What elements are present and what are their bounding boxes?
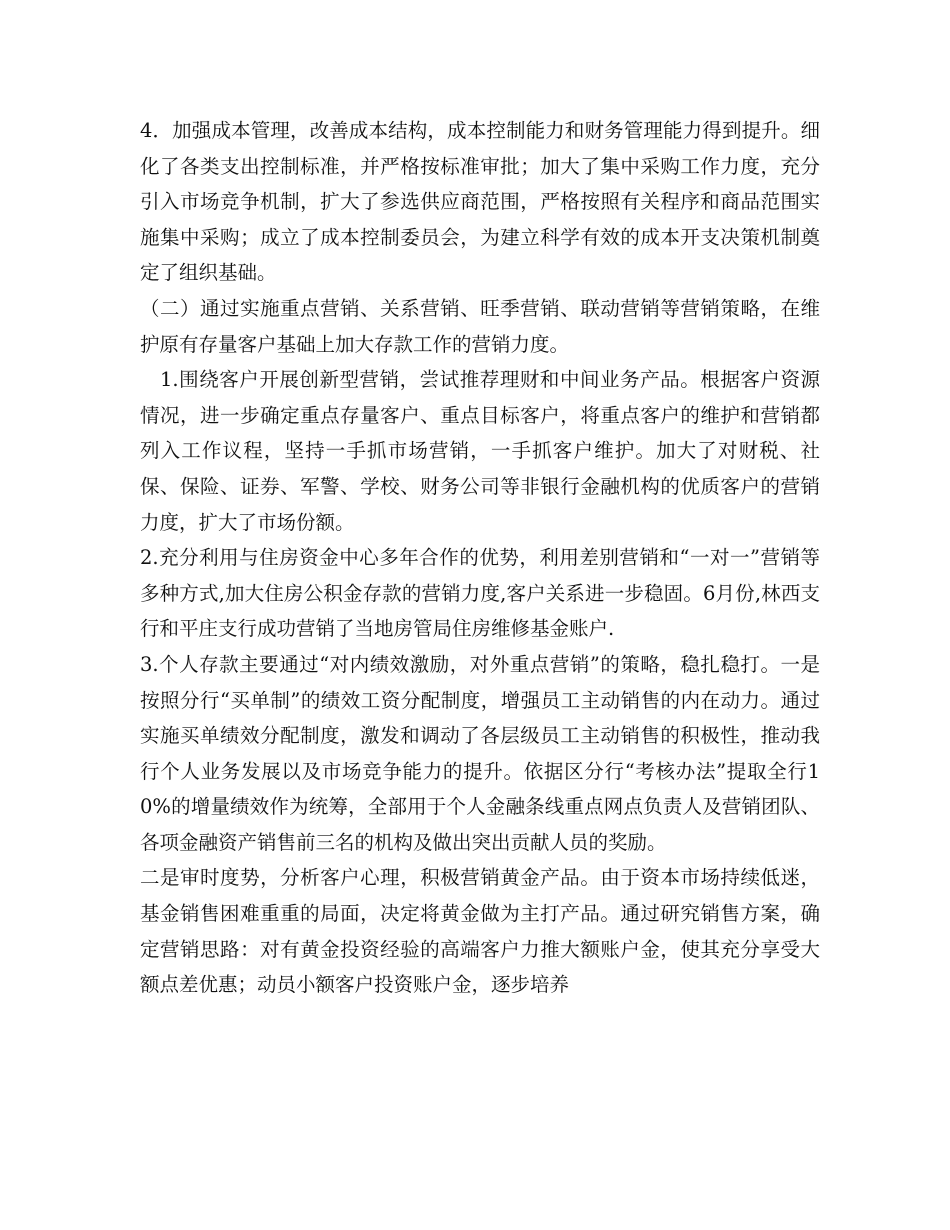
paragraph-innovative-marketing: 1.围绕客户开展创新型营销，尝试推荐理财和中间业务产品。根据客户资源情况，进一步确定重点存量客户、重点目标客户，将重点客户的维护和营销都列入工作议程，坚持一手抓市场营销，一手抓客户维护。加大了对财税、社保、保险、证券、军警、学校、财务公司等非银行金融机构的优质客户的营销力度，扩大了市场份额。 <box>140 368 820 534</box>
paragraph-housing-fund: 2.充分利用与住房资金中心多年合作的优势，利用差别营销和“一对一”营销等多种方式,加大住房公积金存款的营销力度,客户关系进一步稳固。6月份,林西支行和平庄支行成功营销了当地房管局住房维修基金账户. <box>140 546 820 641</box>
paragraph-section-two-heading: （二）通过实施重点营销、关系营销、旺季营销、联动营销等营销策略，在维护原有存量客户基础上加大存款工作的营销力度。 <box>140 296 820 356</box>
document-body <box>140 113 820 1003</box>
paragraph-personal-deposits: 3.个人存款主要通过“对内绩效激励，对外重点营销”的策略，稳扎稳打。一是按照分行“买单制”的绩效工资分配制度，增强员工主动销售的内在动力。通过实施买单绩效分配制度，激发和调动了各层级员工主动销售的积极性，推动我行个人业务发展以及市场竞争能力的提升。依据区分行“考核办法”提取全行10%的增量绩效作为统筹，全部用于个人金融条线重点网点负责人及营销团队、各项金融资产销售前三名的机构及做出突出贡献人员的奖励。 <box>140 652 820 854</box>
paragraph-gold-products: 二是审时度势，分析客户心理，积极营销黄金产品。由于资本市场持续低迷，基金销售困难重重的局面，决定将黄金做为主打产品。通过研究销售方案，确定营销思路：对有黄金投资经验的高端客户力推大额账户金，使其充分享受大额点差优惠；动员小额客户投资账户金，逐步培养 <box>140 866 820 997</box>
paragraph-cost-management: 4．加强成本管理，改善成本结构，成本控制能力和财务管理能力得到提升。细化了各类支出控制标准，并严格按标准审批；加大了集中采购工作力度，充分引入市场竞争机制，扩大了参选供应商范围，严格按照有关程序和商品范围实施集中采购；成立了成本控制委员会，为建立科学有效的成本开支决策机制奠定了组织基础。 <box>140 119 820 285</box>
